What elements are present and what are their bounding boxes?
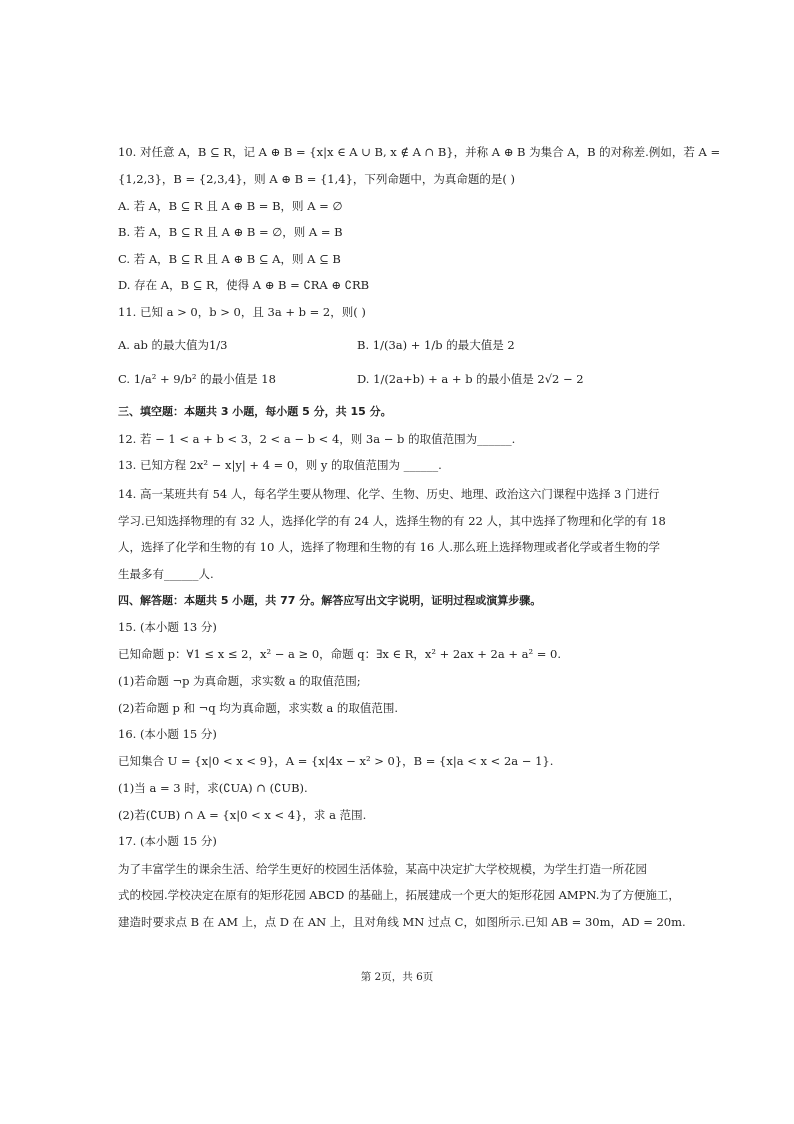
q11-stem: 11. 已知 a > 0，b > 0，且 3a + b = 2，则( ) — [118, 305, 366, 319]
q16-part2: (2)若(∁UB) ∩ A = {x|0 < x < 4}，求 a 范围. — [118, 808, 367, 822]
q10-option-b: B. 若 A，B ⊆ R 且 A ⊕ B = ∅，则 A = B — [118, 225, 343, 239]
section-3-heading: 三、填空题：本题共 3 小题，每小题 5 分，共 15 分。 — [118, 405, 392, 418]
q15-part1: (1)若命题 ¬p 为真命题，求实数 a 的取值范围; — [118, 674, 361, 688]
q15-part2: (2)若命题 p 和 ¬q 均为真命题，求实数 a 的取值范围. — [118, 701, 399, 715]
q11-option-d: D. 1/(2a+b) + a + b 的最小值是 2√2 − 2 — [357, 372, 584, 386]
q16-title: 16. (本小题 15 分) — [118, 727, 217, 741]
section-4-heading: 四、解答题：本题共 5 小题，共 77 分。解答应写出文字说明，证明过程或演算步骤。 — [118, 594, 542, 607]
q14-line3: 人，选择了化学和生物的有 10 人，选择了物理和生物的有 16 人.那么班上选择物理或者化学或者生物的学 — [118, 540, 661, 554]
q17-line2: 式的校园.学校决定在原有的矩形花园 ABCD 的基础上，拓展建成一个更大的矩形花园 AMPN.为了方便施工， — [118, 888, 680, 902]
q10-option-d: D. 存在 A，B ⊆ R，使得 A ⊕ B = ∁RA ⊕ ∁RB — [118, 278, 370, 292]
page-footer: 第 2页，共 6页 — [360, 971, 434, 983]
q17-title: 17. (本小题 15 分) — [118, 834, 217, 848]
q15-title: 15. (本小题 13 分) — [118, 620, 217, 634]
q12: 12. 若 − 1 < a + b < 3，2 < a − b < 4，则 3a − b 的取值范围为______. — [118, 432, 516, 446]
q15-stem: 已知命题 p：∀1 ≤ x ≤ 2，x² − a ≥ 0，命题 q：∃x ∈ R，x² + 2ax + 2a + a² = 0. — [118, 647, 562, 661]
q14-line2: 学习.已知选择物理的有 32 人，选择化学的有 24 人，选择生物的有 22 人，其中选择了物理和化学的有 18 — [118, 514, 666, 528]
q11-option-c: C. 1/a² + 9/b² 的最小值是 18 — [118, 372, 276, 386]
q11-option-a: A. ab 的最大值为1/3 — [118, 338, 228, 352]
q10-stem-line2: {1,2,3}，B = {2,3,4}，则 A ⊕ B = {1,4}，下列命题中，为真命题的是( ) — [118, 172, 516, 186]
q14-line1: 14. 高一某班共有 54 人，每名学生要从物理、化学、生物、历史、地理、政治这六门课程中选择 3 门进行 — [118, 487, 660, 501]
q10-option-a: A. 若 A，B ⊆ R 且 A ⊕ B = B，则 A = ∅ — [118, 199, 343, 213]
q10-stem-line1: 10. 对任意 A，B ⊆ R，记 A ⊕ B = {x|x ∈ A ∪ B, x ∉ A ∩ B}，并称 A ⊕ B 为集合 A，B 的对称差.例如，若 A = — [118, 145, 721, 159]
q17-line1: 为了丰富学生的课余生活、给学生更好的校园生活体验，某高中决定扩大学校规模，为学生打造一所花园 — [118, 862, 647, 876]
q16-part1: (1)当 a = 3 时，求(∁UA) ∩ (∁UB). — [118, 781, 308, 795]
q17-line3: 建造时要求点 B 在 AM 上，点 D 在 AN 上，且对角线 MN 过点 C，如图所示.已知 AB = 30m，AD = 20m. — [118, 915, 686, 929]
q11-option-b: B. 1/(3a) + 1/b 的最大值是 2 — [357, 338, 515, 352]
q10-option-c: C. 若 A，B ⊆ R 且 A ⊕ B ⊆ A，则 A ⊆ B — [118, 252, 341, 266]
q14-line4: 生最多有______人. — [118, 567, 214, 581]
q16-stem: 已知集合 U = {x|0 < x < 9}，A = {x|4x − x² > 0}，B = {x|a < x < 2a − 1}. — [118, 754, 554, 768]
q13: 13. 已知方程 2x² − x|y| + 4 = 0，则 y 的取值范围为 ______. — [118, 458, 442, 472]
